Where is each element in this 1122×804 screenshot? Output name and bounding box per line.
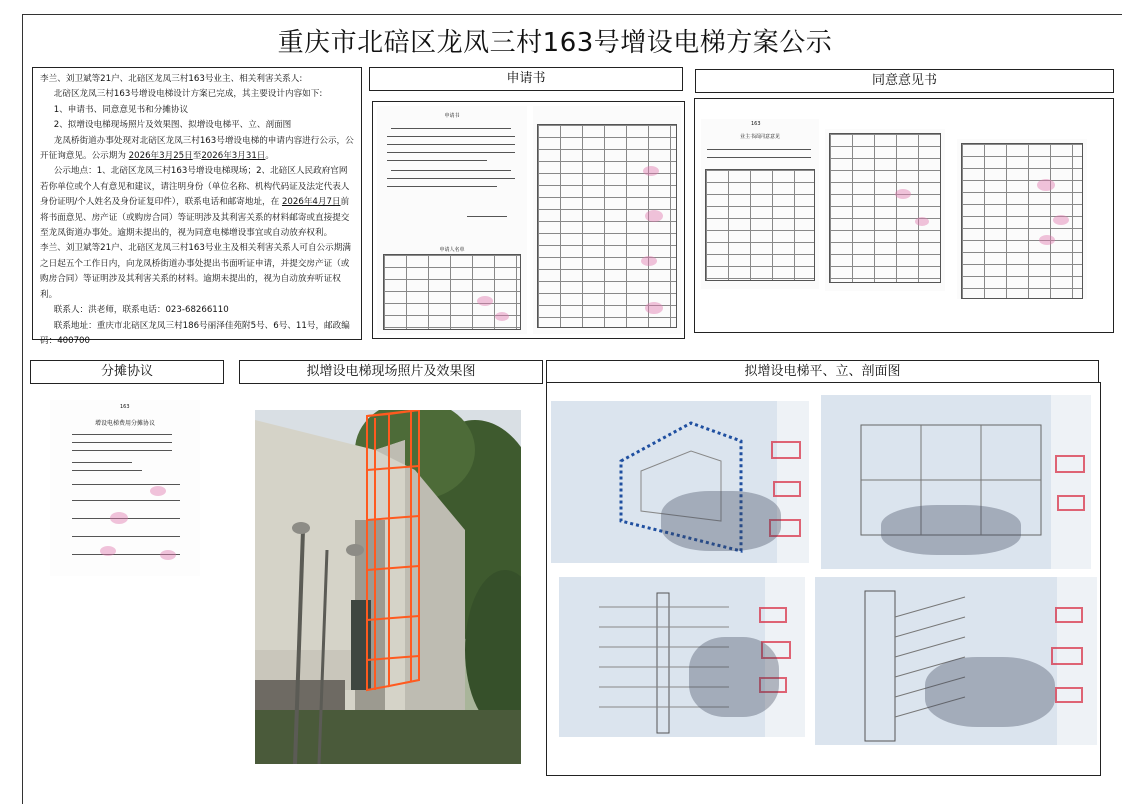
signature-row xyxy=(72,484,180,485)
consent-heading: 业主书面同意意见 xyxy=(739,134,780,140)
period-end-punct: 。 xyxy=(265,151,275,162)
signature-mark xyxy=(160,550,176,560)
text-line xyxy=(72,442,172,443)
notice-salutation: 李兰、刘卫斌等21户、北碚区龙凤三村163号业主、相关利害关系人: xyxy=(40,74,303,84)
signature-mark xyxy=(645,210,663,222)
approval-stamp xyxy=(1055,607,1083,623)
signature-mark xyxy=(1053,215,1069,225)
hand-shadow xyxy=(689,637,779,717)
section-label-cost-sharing: 分摊协议 xyxy=(30,360,224,384)
signature-mark xyxy=(645,302,663,314)
application-page-2 xyxy=(533,106,681,334)
text-line xyxy=(391,128,511,129)
site-photo xyxy=(255,410,521,764)
signature-row xyxy=(72,500,180,501)
cost-sharing-scan xyxy=(50,400,200,576)
date-end: 2026年3月31日 xyxy=(201,151,266,162)
objection-deadline: 2026年4月7日 xyxy=(281,197,341,208)
drawing-section xyxy=(815,577,1097,745)
drawing-site-plan xyxy=(551,401,809,563)
notice-address: 联系地址：重庆市北碚区龙凤三村186号丽泽佳苑附5号、6号、11号，邮政编码：400700 xyxy=(40,320,350,346)
text-line xyxy=(387,160,487,161)
consent-table xyxy=(829,133,941,283)
notice-intro: 北碚区龙凤三村163号增设电梯设计方案已完成，其主要设计内容如下: xyxy=(53,89,323,100)
date-start: 2026年3月25日 xyxy=(128,151,193,162)
drawings-panel xyxy=(546,382,1101,776)
signature-mark xyxy=(641,256,657,266)
signature-mark xyxy=(915,217,929,226)
drawing-floor-plan xyxy=(821,395,1091,569)
consent-table xyxy=(705,169,815,281)
notice-period xyxy=(40,134,354,165)
section-label-consent: 同意意见书 xyxy=(695,69,1114,93)
approval-stamp xyxy=(759,607,787,623)
text-line xyxy=(387,178,515,179)
site-photo-illustration xyxy=(255,410,521,764)
text-line xyxy=(72,462,132,463)
text-line xyxy=(707,157,811,158)
objection-text-2: 前将书面意见、房产证（或购房合同）等证明涉及其利害关系的材料邮寄或直接提交至龙凤街道办事处。逾期未提出的，视为同意电梯增设事宜或自动放弃权利。 xyxy=(40,197,350,239)
signature-mark xyxy=(477,296,493,306)
app-table-heading: 申请人名单 xyxy=(439,247,465,253)
section-label-application: 申请书 xyxy=(369,67,683,91)
hand-shadow xyxy=(925,657,1055,727)
notice-item-1: 1、申请书、同意意见书和分摊协议 xyxy=(53,104,189,115)
period-text: 龙凤桥街道办事处现对北碚区龙凤三村163号增设电梯的申请内容进行公示，公开征询意见。公示期为 xyxy=(40,135,354,162)
signature-mark xyxy=(1039,235,1055,245)
signature-mark xyxy=(895,189,911,199)
approval-stamp xyxy=(1051,647,1083,665)
signature-mark xyxy=(100,546,116,556)
page-title: 重庆市北碚区龙凤三村163号增设电梯方案公示 xyxy=(277,28,833,58)
text-line xyxy=(387,186,497,187)
approval-stamp xyxy=(1055,455,1085,473)
consent-page-2 xyxy=(825,129,945,291)
agreement-number: 163 xyxy=(120,404,130,410)
text-line xyxy=(72,450,172,451)
signature-mark xyxy=(1037,179,1055,191)
consent-number: 163 xyxy=(751,121,761,127)
text-line xyxy=(707,149,811,150)
section-label-photos: 拟增设电梯现场照片及效果图 xyxy=(239,360,543,384)
notice-item-2: 2、拟增设电梯现场照片及效果图、拟增设电梯平、立、剖面图 xyxy=(53,120,292,131)
application-scan xyxy=(372,101,685,339)
period-to: 至 xyxy=(192,151,202,162)
hand-shadow xyxy=(661,491,781,551)
consent-page-1 xyxy=(701,119,819,289)
objection-text: 若你单位或个人有意见和建议，请注明身份（单位名称、机构代码证及法定代表人身份证明/个人姓名及身份证复印件），联系电话和邮寄地址，在 xyxy=(40,181,350,208)
hand-shadow xyxy=(881,505,1021,555)
application-page-1 xyxy=(377,106,527,334)
text-line xyxy=(72,434,172,435)
notice-objection xyxy=(40,180,354,242)
notice-contact: 联系人：洪老师，联系电话：023-68266110 xyxy=(53,305,229,316)
drawing-elevation xyxy=(559,577,805,737)
text-line xyxy=(72,470,142,471)
signature-mark xyxy=(150,486,166,496)
text-line xyxy=(387,144,515,145)
approval-stamp xyxy=(771,441,801,459)
notice-hearing: 李兰、刘卫斌等21户、北碚区龙凤三村163号业主及相关利害关系人可自公示期满之日起五个工作日内，向龙凤桥街道办事处提出书面听证申请，并提交房产证（或购房合同）等证明涉及其利害关系的材料。逾期未提出的，视为自动放弃听证权利。 xyxy=(40,243,351,300)
signature-mark xyxy=(495,312,509,321)
notice-location: 公示地点：1、北碚区龙凤三村163号增设电梯现场；2、北碚区人民政府官网 xyxy=(53,166,348,177)
approval-stamp xyxy=(773,481,801,497)
signature-line xyxy=(467,216,507,217)
application-heading: 申请书 xyxy=(444,113,460,119)
approval-stamp xyxy=(1055,687,1083,703)
text-line xyxy=(387,152,515,153)
applicant-table xyxy=(537,124,677,328)
approval-stamp xyxy=(1057,495,1085,511)
signature-mark xyxy=(110,512,128,524)
consent-page-3 xyxy=(957,139,1087,299)
section-label-drawings: 拟增设电梯平、立、剖面图 xyxy=(546,360,1099,384)
agreement-heading: 增设电梯费用分摊协议 xyxy=(94,420,155,427)
notice-panel xyxy=(32,67,362,346)
text-line xyxy=(391,170,511,171)
text-line xyxy=(387,136,515,137)
consent-scan xyxy=(694,98,1114,333)
signature-mark xyxy=(643,166,659,176)
signature-row xyxy=(72,536,180,537)
